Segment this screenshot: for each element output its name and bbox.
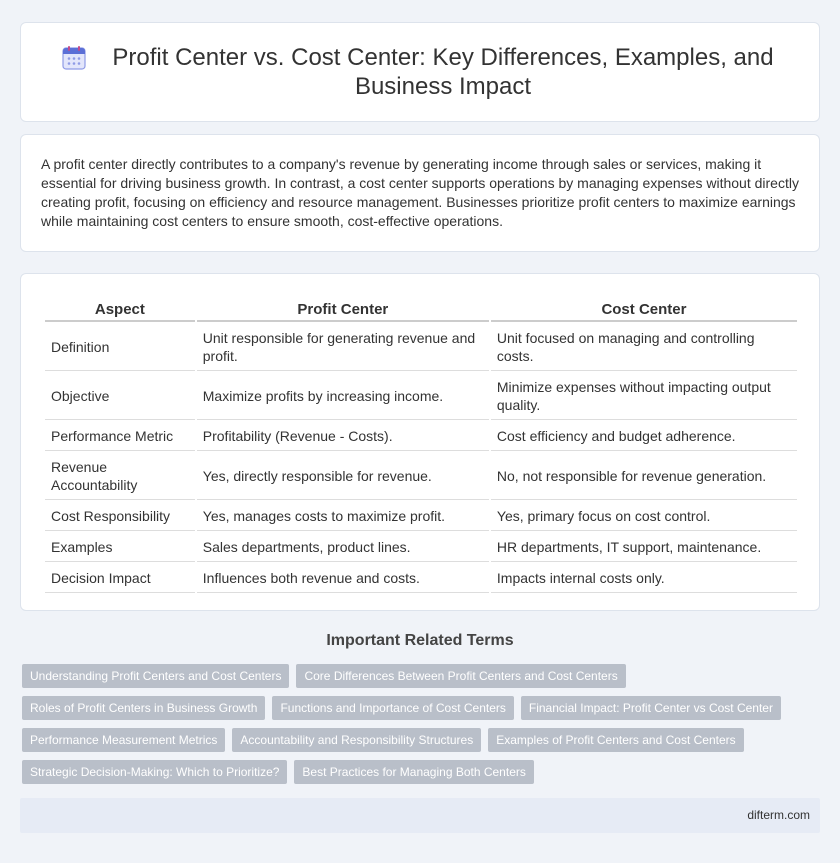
title-row xyxy=(21,23,819,121)
cell-profit-center: Maximize profits by increasing income. xyxy=(197,373,489,420)
header-cost-center: Cost Center xyxy=(491,298,797,322)
comparison-table xyxy=(43,296,799,595)
table-row xyxy=(45,564,797,593)
related-term-link[interactable]: Understanding Profit Centers and Cost Centers xyxy=(22,664,289,688)
table-row xyxy=(45,422,797,451)
table-row xyxy=(45,502,797,531)
cell-profit-center: Yes, directly responsible for revenue. xyxy=(197,453,489,500)
table-header-row xyxy=(45,298,797,322)
tag-row xyxy=(22,696,822,720)
related-term-link[interactable]: Examples of Profit Centers and Cost Centers xyxy=(488,728,743,752)
table-row xyxy=(45,373,797,420)
cell-profit-center: Yes, manages costs to maximize profit. xyxy=(197,502,489,531)
cell-cost-center: Cost efficiency and budget adherence. xyxy=(491,422,797,451)
header-profit-center: Profit Center xyxy=(197,298,489,322)
cell-aspect: Decision Impact xyxy=(45,564,195,593)
related-terms-heading: Important Related Terms xyxy=(326,632,514,649)
cell-cost-center: No, not responsible for revenue generation. xyxy=(491,453,797,500)
cell-aspect: Examples xyxy=(45,533,195,562)
cell-aspect: Definition xyxy=(45,324,195,371)
tag-row xyxy=(22,760,822,784)
tag-row xyxy=(22,728,822,752)
intro-paragraph: A profit center directly contributes to a company's revenue by generating income through sales or services, making it essential for driving business growth. In contrast, a cost center supports operations by managing expenses without directly creating profit, focusing on efficiency and resource management. Businesses prioritize profit centers to maximize earnings while maintaining cost centers to ensure smooth, cost-effective operations. xyxy=(41,156,799,229)
page-title: Profit Center vs. Cost Center: Key Differences, Examples, and Business Impact xyxy=(112,44,774,100)
table-row xyxy=(45,453,797,500)
cell-profit-center: Profitability (Revenue - Costs). xyxy=(197,422,489,451)
cell-aspect: Revenue Accountability xyxy=(45,453,195,500)
cell-profit-center: Unit responsible for generating revenue and profit. xyxy=(197,324,489,371)
cell-profit-center: Influences both revenue and costs. xyxy=(197,564,489,593)
cell-cost-center: Unit focused on managing and controlling costs. xyxy=(491,324,797,371)
related-term-link[interactable]: Financial Impact: Profit Center vs Cost Center xyxy=(521,696,781,720)
title-card xyxy=(20,22,820,122)
cell-cost-center: Impacts internal costs only. xyxy=(491,564,797,593)
calendar-icon xyxy=(61,45,87,71)
related-term-link[interactable]: Functions and Importance of Cost Centers xyxy=(272,696,513,720)
tag-row xyxy=(22,664,822,688)
related-term-link[interactable]: Performance Measurement Metrics xyxy=(22,728,225,752)
cell-aspect: Objective xyxy=(45,373,195,420)
footer xyxy=(20,798,820,833)
cell-cost-center: Yes, primary focus on cost control. xyxy=(491,502,797,531)
cell-profit-center: Sales departments, product lines. xyxy=(197,533,489,562)
table-row xyxy=(45,533,797,562)
related-term-link[interactable]: Core Differences Between Profit Centers and Cost Centers xyxy=(296,664,625,688)
related-term-link[interactable]: Accountability and Responsibility Structures xyxy=(232,728,481,752)
comparison-card xyxy=(20,273,820,611)
related-term-link[interactable]: Strategic Decision-Making: Which to Prioritize? xyxy=(22,760,287,784)
related-term-link[interactable]: Best Practices for Managing Both Centers xyxy=(294,760,533,784)
intro-card xyxy=(20,134,820,252)
cell-cost-center: Minimize expenses without impacting output quality. xyxy=(491,373,797,420)
footer-site-name: difterm.com xyxy=(747,808,810,822)
table-row xyxy=(45,324,797,371)
related-terms-list xyxy=(22,664,822,792)
cell-cost-center: HR departments, IT support, maintenance. xyxy=(491,533,797,562)
cell-aspect: Cost Responsibility xyxy=(45,502,195,531)
header-aspect: Aspect xyxy=(45,298,195,322)
related-term-link[interactable]: Roles of Profit Centers in Business Growth xyxy=(22,696,265,720)
cell-aspect: Performance Metric xyxy=(45,422,195,451)
